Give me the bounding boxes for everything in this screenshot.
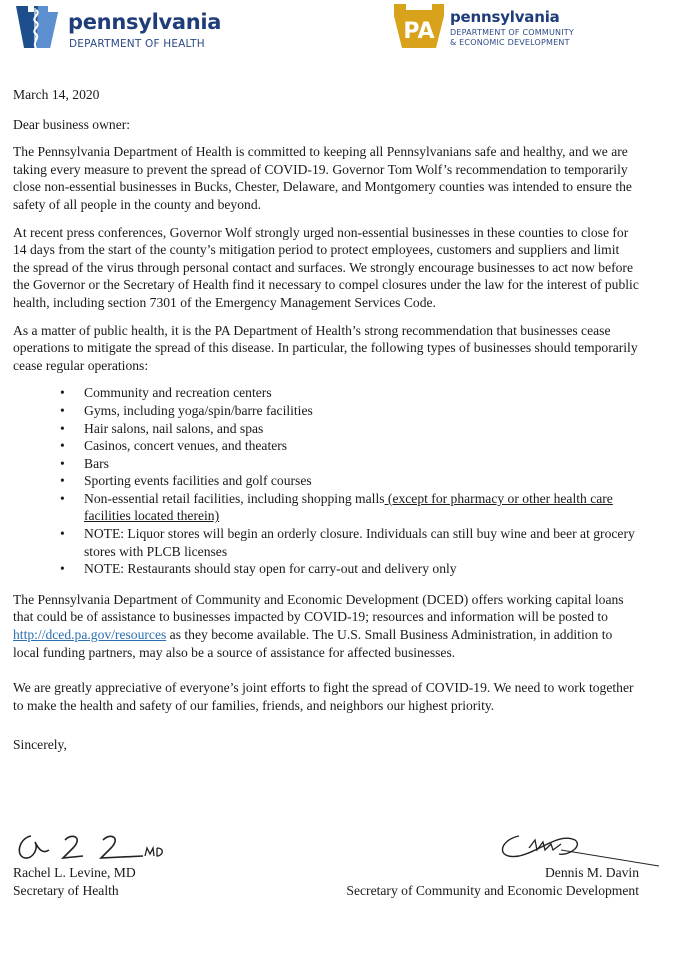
list-item [84,472,639,490]
dced-logo [392,2,612,52]
paragraph-4-text: The Pennsylvania Department of Community and Economic Development (DCED) offers working capital loans that could be of assistance to businesses impacted by COVID-19; resources and information will be posted to [13,591,624,625]
signature-left [13,826,233,899]
dced-subtitle-line1: DEPARTMENT OF COMMUNITY [450,28,574,37]
doh-logo [14,4,222,52]
list-item-text: Community and recreation centers [84,385,272,401]
paragraph-4 [13,591,639,661]
list-item [84,455,639,473]
paragraph-3: As a matter of public health, it is the PA Department of Health’s strong recommendation that businesses cease operations to mitigate the spread of this disease. In particular, the following types of businesses should temporarily cease regular operations: [13,322,638,373]
list-item-text: Hair salons, nail salons, and spas [84,420,264,436]
keystone-caduceus-icon [14,4,62,50]
paragraph-4-text-after: as they become available. The U.S. Small Business Administration, in addition to local funding partners, may also be a source of assistance for affected businesses. [13,627,613,660]
list-item-text: Non-essential retail facilities, including shopping malls [84,490,385,506]
dced-subtitle-line2: & ECONOMIC DEVELOPMENT [450,38,570,47]
doh-logo-subtitle: DEPARTMENT OF HEALTH [69,38,205,50]
dced-resources-link[interactable]: http://dced.pa.gov/resources [13,627,167,643]
signer-name-left: Rachel L. Levine, MD [13,865,136,880]
letter-body [13,86,639,754]
list-item [84,560,639,578]
signature-block [13,826,639,916]
paragraph-1: The Pennsylvania Department of Health is committed to keeping all Pennsylvanians safe and healthy, and we are taking every measure to prevent the spread of COVID-19. Governor Tom Wolf’s recommendation to temporarily close non-essential businesses in Bucks, Chester, Delaware, and Montgomery counties was intended to ensure the safety of all people in the county and beyond. [13,144,632,212]
signer-name-right: Dennis M. Davin [544,865,639,880]
dced-logo-name: pennsylvania [450,8,560,26]
paragraph-5: We are greatly appreciative of everyone’s joint efforts to fight the spread of COVID-19. We need to work together to make the health and safety of our families, friends, and neighbors our highest priority. [13,680,634,713]
signer-title-left: Secretary of Health [13,882,119,898]
signature-image-levine [13,826,233,864]
list-item-text: Gyms, including yoga/spin/barre facilities [84,402,313,418]
list-item [84,420,639,438]
closing: Sincerely, [13,737,67,753]
list-item-text: NOTE: Restaurants should stay open for carry-out and delivery only [84,561,457,577]
letterhead [0,0,674,60]
dced-logo-subtitle [450,28,574,48]
paragraph-2: At recent press conferences, Governor Wolf strongly urged non-essential businesses in these counties to close for 14 days from the start of the county’s mitigation period to protect employees, customers and suppliers and limit the spread of the virus through personal contact and surfaces. We strongly encourage businesses to act now before the Governor or the Secretary of Health find it necessary to compel closures under the law for the interest of public health, including section 7301 of the Emergency Management Services Code. [13,224,639,310]
signature-right [309,826,639,899]
list-item-text: NOTE: Liquor stores will begin an orderly closure. Individuals can still buy wine and beer at grocery stores with PLCB licenses [84,526,635,559]
list-item-exception: (except for pharmacy or other health care facilities located therein) [84,490,613,524]
letter-date: March 14, 2020 [13,87,100,102]
list-item [84,490,639,525]
list-item-text: Sporting events facilities and golf courses [84,473,312,489]
svg-text:PA: PA [403,19,435,44]
doh-logo-name: pennsylvania [68,10,222,34]
list-item-text: Casinos, concert venues, and theaters [84,438,288,454]
list-item [84,437,639,455]
list-item-text: Bars [84,455,109,471]
closure-list [13,384,639,578]
signature-image-davin [309,826,639,864]
list-item [84,525,639,560]
list-item [84,402,639,420]
pa-keystone-icon [392,2,446,50]
salutation: Dear business owner: [13,116,131,132]
list-item [84,384,639,402]
signer-title-right: Secretary of Community and Economic Development [346,882,639,898]
